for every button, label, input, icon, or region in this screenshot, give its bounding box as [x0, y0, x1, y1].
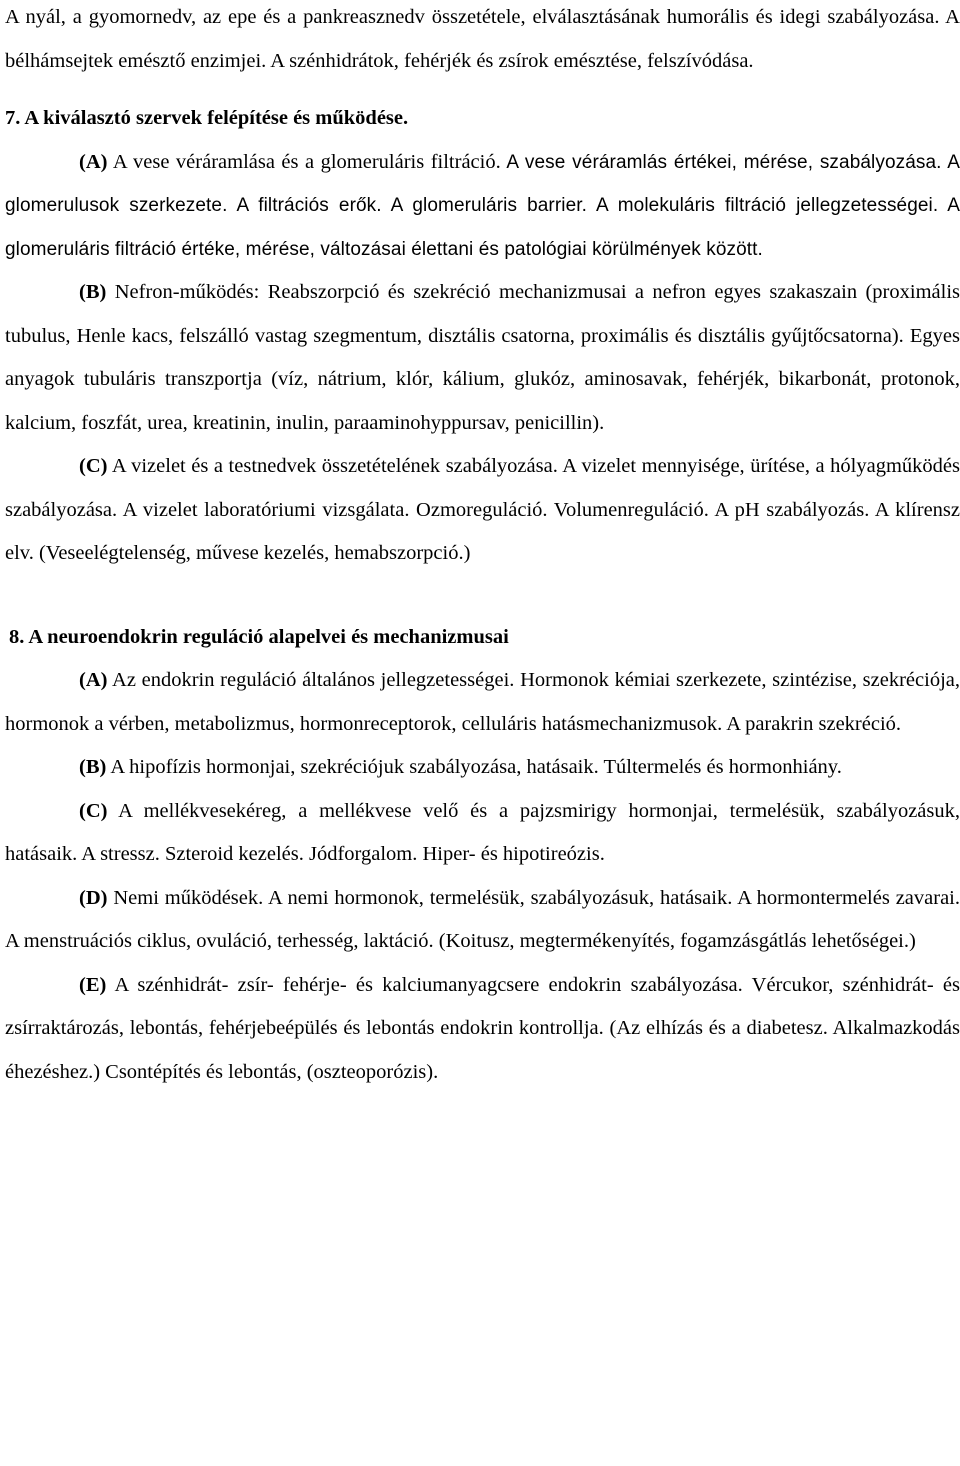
section-7-a-paragraph	[5, 141, 960, 272]
section-7-heading: 7. A kiválasztó szervek felépítése és működése.	[5, 107, 409, 129]
section-8-b-text: A hipofízis hormonjai, szekréciójuk szabályozása, hatásaik. Túltermelés és hormonhiány.	[106, 756, 842, 778]
section-7-b-label: (B)	[79, 281, 107, 303]
section-8-a-label: (A)	[79, 669, 108, 691]
section-8-c-text: A mellékvesekéreg, a mellékvese velő és a pajzsmirigy hormonjai, termelésük, szabályozásuk, hatásaik. A stressz. Szteroid kezelés. Jódforgalom. Hiper- és hipotireózis.	[5, 799, 960, 865]
section-8-b-paragraph	[5, 746, 960, 790]
section-7-a-label: (A)	[79, 150, 108, 173]
section-7-b-text: Nefron-működés: Reabszorpció és szekréció mechanizmusai a nefron egyes szakaszain (proximális tubulus, Henle kacs, felszálló vastag szegmentum, disztális csatorna, proximális és disztális gyűjtőcsatorna). Egyes anyagok tubuláris transzportja (víz, nátrium, klór, kálium, glukóz, aminosavak, fehérjék, bikarbonát, protonok, kalcium, foszfát, urea, kreatinin, inulin, paraaminohyppursav, penicillin).	[5, 281, 960, 434]
section-8-d-paragraph	[5, 877, 960, 964]
section-8-a-text: Az endokrin reguláció általános jellegzetességei. Hormonok kémiai szerkezete, szintézise, szekréciója, hormonok a vérben, metabolizmus, hormonreceptorok, celluláris hatásmechanizmusok. A parakrin szekréció.	[5, 669, 960, 735]
section-7-c-paragraph	[5, 445, 960, 576]
section-8-a-paragraph	[5, 659, 960, 746]
section-8-c-label: (C)	[79, 799, 108, 822]
document-page	[5, 0, 960, 1094]
section-7-b-paragraph	[5, 271, 960, 445]
section-8-heading: 8. A neuroendokrin reguláció alapelvei és mechanizmusai	[9, 625, 509, 648]
section-7-c-text: A vizelet és a testnedvek összetételének szabályozása. A vizelet mennyisége, ürítése, a hólyagműködés szabályozása. A vizelet laboratóriumi vizsgálata. Ozmoreguláció. Volumenreguláció. A pH szabályozás. A klírensz elv. (Veseelégtelenség, művese kezelés, hemabszorpció.)	[5, 455, 960, 564]
section-8-c-paragraph	[5, 790, 960, 877]
section-8-d-label: (D)	[79, 886, 108, 909]
intro-text: A nyál, a gyomornedv, az epe és a pankreasznedv összetétele, elválasztásának humorális és idegi szabályozása. A bélhámsejtek emésztő enzimjei. A szénhidrátok, fehérjék és zsírok emésztése, felszívódása.	[5, 6, 960, 72]
section-7-c-label: (C)	[79, 455, 108, 477]
section-8-e-text: A szénhidrát- zsír- fehérje- és kalciumanyagcsere endokrin szabályozása. Vércukor, szénhidrát- és zsírraktározás, lebontás, fehérjebeépülés és lebontás endokrin kontrollja. (Az elhízás és a diabetesz. Alkalmazkodás éhezéshez.) Csontépítés és lebontás, (oszteoporózis).	[5, 973, 960, 1083]
section-8-e-paragraph	[5, 964, 960, 1095]
section-7-a-text-sans: A vese véráramlás értékei, mérése, szabályozása. A glomerulusok szerkezete. A filtrációs erők. A glomeruláris barrier. A molekuláris filtráció jellegzetességei. A glomeruláris filtráció értéke, mérése, változásai élettani és patológiai körülmények között.	[5, 151, 960, 260]
section-8-d-text: Nemi működések. A nemi hormonok, termelésük, szabályozásuk, hatásaik. A hormontermelés zavarai. A menstruációs ciklus, ovuláció, terhesség, laktáció. (Koitusz, megtermékenyítés, fogamzásgátlás lehetőségei.)	[5, 886, 960, 952]
section-8-e-label: (E)	[79, 973, 107, 996]
section-7-a-text-serif: A vese véráramlása és a glomeruláris filtráció.	[107, 150, 501, 173]
intro-paragraph	[5, 0, 960, 83]
section-8-b-label: (B)	[79, 756, 107, 778]
